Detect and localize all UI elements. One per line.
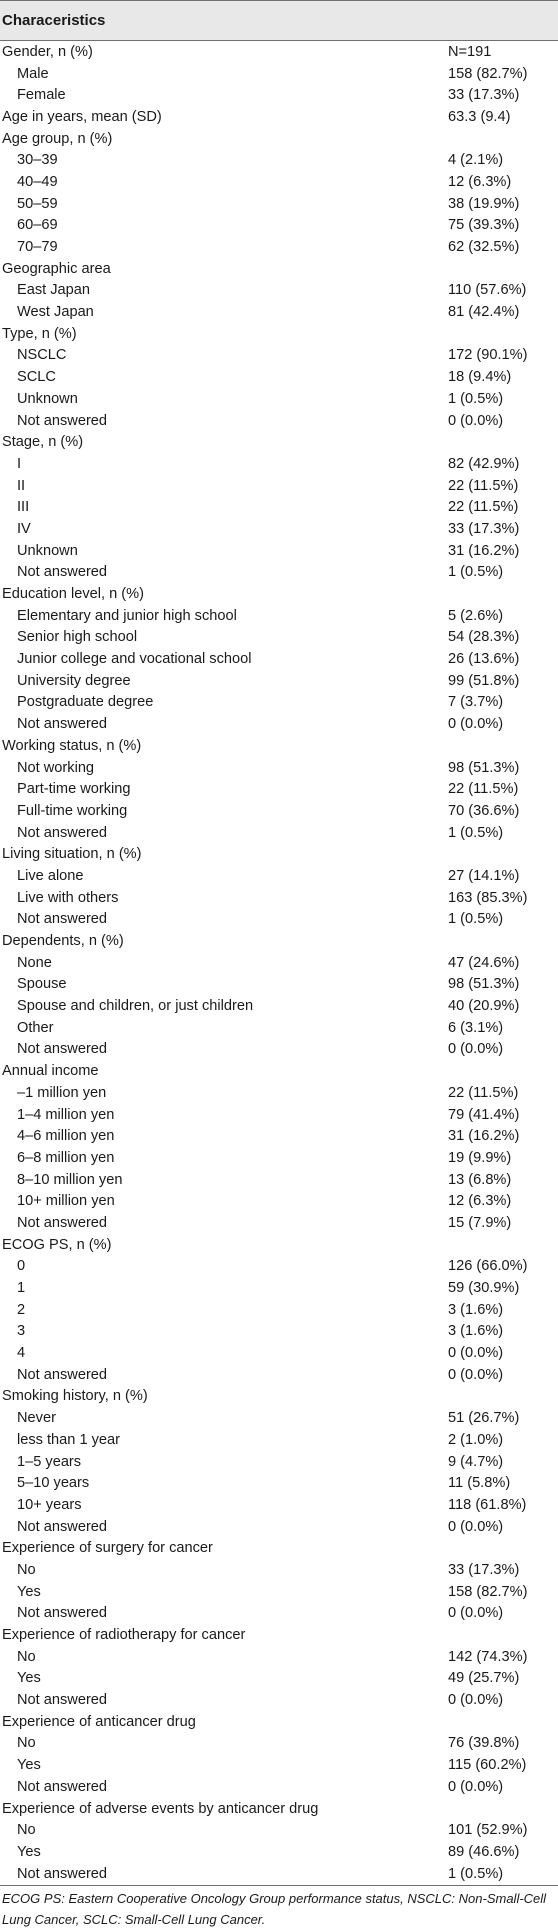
row-label: 0 [17, 1258, 26, 1275]
row-value: 27 (14.1%) [448, 867, 520, 884]
row-label: No [17, 1822, 36, 1839]
row-value: 115 (60.2%) [448, 1757, 527, 1774]
row-label: Gender, n (%) [2, 43, 93, 60]
row-label: Female [17, 87, 66, 104]
row-label: IV [17, 520, 31, 537]
row-value: N=191 [448, 43, 492, 60]
row-label: Experience of surgery for cancer [2, 1540, 213, 1557]
row-value: 31 (16.2%) [448, 542, 520, 559]
row-label: Experience of anticancer drug [2, 1713, 196, 1730]
table-row [0, 1147, 558, 1169]
row-value: 110 (57.6%) [448, 282, 527, 299]
row-value: 15 (7.9%) [448, 1214, 512, 1231]
row-label: 50–59 [17, 195, 58, 212]
row-label: Not answered [17, 1366, 108, 1383]
row-label: 40–49 [17, 173, 58, 190]
row-value: 18 (9.4%) [448, 369, 512, 386]
table-row [0, 1321, 558, 1343]
table-row [0, 1754, 558, 1776]
row-label: Unknown [17, 542, 78, 559]
row-value: 26 (13.6%) [448, 651, 520, 668]
row-label: Spouse [17, 976, 67, 993]
table-row [0, 1342, 558, 1364]
row-label: West Japan [17, 304, 94, 321]
row-value: 82 (42.9%) [448, 455, 520, 472]
table-row [0, 366, 558, 388]
row-value: 1 (0.5%) [448, 390, 504, 407]
row-label: 5–10 years [17, 1475, 90, 1492]
row-value: 49 (25.7%) [448, 1670, 520, 1687]
row-value: 31 (16.2%) [448, 1128, 520, 1145]
table-row [0, 453, 558, 475]
column-header-characteristics: Characeristics [2, 12, 106, 29]
table-row [0, 1082, 558, 1104]
row-label: Live alone [17, 867, 84, 884]
row-value: 118 (61.8%) [448, 1496, 527, 1513]
row-value: 11 (5.8%) [448, 1475, 511, 1492]
row-value: 51 (26.7%) [448, 1410, 520, 1427]
table-row [0, 1104, 558, 1126]
row-value: 99 (51.8%) [448, 672, 520, 689]
row-value: 0 (0.0%) [448, 716, 504, 733]
table-row [0, 865, 558, 887]
table-row [0, 648, 558, 670]
table-row [0, 778, 558, 800]
table-row-category [0, 258, 558, 280]
table-row [0, 1819, 558, 1841]
row-label: 8–10 million yen [17, 1171, 123, 1188]
table-row-category [0, 1537, 558, 1559]
row-label: 4–6 million yen [17, 1128, 115, 1145]
row-label: Age in years, mean (SD) [2, 108, 162, 125]
row-value: 47 (24.6%) [448, 954, 520, 971]
row-value: 33 (17.3%) [448, 1561, 520, 1578]
row-label: Spouse and children, or just children [17, 998, 254, 1015]
table-row [0, 1299, 558, 1321]
row-value: 98 (51.3%) [448, 976, 520, 993]
row-value: 63.3 (9.4) [448, 108, 511, 125]
row-value: 12 (6.3%) [448, 1193, 512, 1210]
row-label: 3 [17, 1323, 26, 1340]
row-label: Junior college and vocational school [17, 651, 252, 668]
row-value: 0 (0.0%) [448, 1778, 504, 1795]
row-value: 13 (6.8%) [448, 1171, 512, 1188]
row-label: Annual income [2, 1063, 99, 1080]
row-value: 1 (0.5%) [448, 564, 504, 581]
row-value: 0 (0.0%) [448, 1605, 504, 1622]
row-label: Unknown [17, 390, 78, 407]
row-label: No [17, 1648, 36, 1665]
row-value: 9 (4.7%) [448, 1453, 504, 1470]
table-row [0, 518, 558, 540]
table-row [0, 1472, 558, 1494]
table-row-category [0, 431, 558, 453]
row-value: 98 (51.3%) [448, 759, 520, 776]
row-label: Not answered [17, 564, 108, 581]
row-value: 126 (66.0%) [448, 1258, 528, 1275]
table-row-category [0, 583, 558, 605]
table-row [0, 1190, 558, 1212]
row-label: Living situation, n (%) [2, 846, 142, 863]
row-value: 172 (90.1%) [448, 347, 528, 364]
row-value: 59 (30.9%) [448, 1280, 520, 1297]
table-row-category [0, 930, 558, 952]
table-body [0, 41, 558, 1884]
row-label: 1 [17, 1280, 26, 1297]
table-row [0, 1559, 558, 1581]
row-label: Dependents, n (%) [2, 933, 124, 950]
table-row [0, 345, 558, 367]
row-value: 12 (6.3%) [448, 173, 512, 190]
row-value: 40 (20.9%) [448, 998, 520, 1015]
row-label: Live with others [17, 889, 119, 906]
row-label: Part-time working [17, 781, 131, 798]
row-value: 75 (39.3%) [448, 217, 520, 234]
row-label: 1–4 million yen [17, 1106, 115, 1123]
table-row [0, 1017, 558, 1039]
table-row-category [0, 128, 558, 150]
row-value: 22 (11.5%) [448, 1084, 519, 1101]
row-label: NSCLC [17, 347, 67, 364]
table-row [0, 475, 558, 497]
table-row [0, 1516, 558, 1538]
row-value: 158 (82.7%) [448, 65, 528, 82]
table-row [0, 171, 558, 193]
row-label: Elementary and junior high school [17, 607, 237, 624]
row-value: 0 (0.0%) [448, 1518, 504, 1535]
row-value: 19 (9.9%) [448, 1149, 512, 1166]
table-row [0, 757, 558, 779]
table-row [0, 1689, 558, 1711]
row-label: ECOG PS, n (%) [2, 1236, 112, 1253]
row-value: 101 (52.9%) [448, 1822, 528, 1839]
row-label: Postgraduate degree [17, 694, 154, 711]
row-value: 3 (1.6%) [448, 1323, 504, 1340]
row-label: Never [17, 1410, 56, 1427]
table-row [0, 496, 558, 518]
table-row [0, 1039, 558, 1061]
row-label: 4 [17, 1345, 26, 1362]
row-value: 6 (3.1%) [448, 1019, 504, 1036]
row-value: 7 (3.7%) [448, 694, 504, 711]
table-header [0, 0, 558, 41]
table-row-category [0, 1234, 558, 1256]
table-row-category [0, 843, 558, 865]
row-label: 2 [17, 1301, 26, 1318]
row-label: Not answered [17, 1865, 108, 1882]
row-label: Yes [17, 1670, 41, 1687]
row-label: 10+ million yen [17, 1193, 115, 1210]
row-label: Not answered [17, 1605, 108, 1622]
row-value: 1 (0.5%) [448, 911, 504, 928]
row-value: 22 (11.5%) [448, 499, 519, 516]
row-label: No [17, 1735, 36, 1752]
table-row [0, 1277, 558, 1299]
row-label: Not working [17, 759, 95, 776]
row-label: Senior high school [17, 629, 138, 646]
table-row [0, 1169, 558, 1191]
table-row [0, 149, 558, 171]
table-row [0, 1429, 558, 1451]
row-label: Yes [17, 1757, 41, 1774]
table-footnote: ECOG PS: Eastern Cooperative Oncology Group performance status, NSCLC: Non-Small-Cell Lung Cancer, SCLC: Small-Cell Lung Cancer. [2, 1891, 547, 1928]
table-row-category [0, 1798, 558, 1820]
row-label: Not answered [17, 1214, 108, 1231]
table-row-category [0, 1060, 558, 1082]
table-row [0, 1776, 558, 1798]
row-value: 0 (0.0%) [448, 1366, 504, 1383]
row-label: Not answered [17, 716, 108, 733]
row-label: Full-time working [17, 802, 128, 819]
row-value: 89 (46.6%) [448, 1843, 520, 1860]
table-row [0, 800, 558, 822]
table-row [0, 1125, 558, 1147]
table-row [0, 692, 558, 714]
table-row [0, 1603, 558, 1625]
row-value: 163 (85.3%) [448, 889, 528, 906]
table-row-category [0, 323, 558, 345]
row-label: 60–69 [17, 217, 58, 234]
row-label: No [17, 1561, 36, 1578]
table-row-category [0, 1386, 558, 1408]
table-row [0, 887, 558, 909]
table-row [0, 388, 558, 410]
row-label: 6–8 million yen [17, 1149, 115, 1166]
table-row [0, 822, 558, 844]
table-row [0, 236, 558, 258]
row-label: Male [17, 65, 49, 82]
table-row [0, 562, 558, 584]
row-label: II [17, 477, 26, 494]
table-row [0, 605, 558, 627]
table-row-category [0, 1624, 558, 1646]
row-label: Not answered [17, 1778, 108, 1795]
row-label: Not answered [17, 1041, 108, 1058]
row-value: 0 (0.0%) [448, 1041, 504, 1058]
table-row [0, 1646, 558, 1668]
table-row [0, 193, 558, 215]
row-value: 5 (2.6%) [448, 607, 504, 624]
table-row [0, 627, 558, 649]
table-row [0, 1256, 558, 1278]
table-row [0, 995, 558, 1017]
row-label: Yes [17, 1583, 41, 1600]
row-value: 33 (17.3%) [448, 87, 520, 104]
row-value: 1 (0.5%) [448, 824, 504, 841]
table-row [0, 1364, 558, 1386]
table-row [0, 909, 558, 931]
row-value: 81 (42.4%) [448, 304, 520, 321]
row-value: 79 (41.4%) [448, 1106, 520, 1123]
row-value: 1 (0.5%) [448, 1865, 504, 1882]
table-row [0, 301, 558, 323]
row-label: 70–79 [17, 239, 58, 256]
row-value: 22 (11.5%) [448, 477, 519, 494]
row-value: 4 (2.1%) [448, 152, 504, 169]
table-row [0, 1733, 558, 1755]
row-label: Smoking history, n (%) [2, 1388, 148, 1405]
row-label: Other [17, 1019, 54, 1036]
row-value: 38 (19.9%) [448, 195, 520, 212]
row-label: Geographic area [2, 260, 111, 277]
row-label: Not answered [17, 911, 108, 928]
row-value: 158 (82.7%) [448, 1583, 528, 1600]
row-label: Experience of radiotherapy for cancer [2, 1627, 246, 1644]
table-row [0, 280, 558, 302]
row-value: 70 (36.6%) [448, 802, 520, 819]
row-value: 76 (39.8%) [448, 1735, 520, 1752]
row-value: 3 (1.6%) [448, 1301, 504, 1318]
row-label: Yes [17, 1843, 41, 1860]
row-label: Not answered [17, 412, 108, 429]
row-label: Age group, n (%) [2, 130, 113, 147]
row-label: Working status, n (%) [2, 737, 142, 754]
row-value: 0 (0.0%) [448, 412, 504, 429]
row-label: Type, n (%) [2, 325, 77, 342]
table-row [0, 410, 558, 432]
row-label: Stage, n (%) [2, 434, 84, 451]
row-label: Not answered [17, 1692, 108, 1709]
row-value: 142 (74.3%) [448, 1648, 528, 1665]
table-row [0, 215, 558, 237]
row-label: –1 million yen [17, 1084, 107, 1101]
table-row [0, 670, 558, 692]
row-label: Not answered [17, 824, 108, 841]
row-value: 33 (17.3%) [448, 520, 520, 537]
row-label: SCLC [17, 369, 56, 386]
row-label: III [17, 499, 30, 516]
row-value: 54 (28.3%) [448, 629, 520, 646]
row-value: 2 (1.0%) [448, 1431, 504, 1448]
row-value: 0 (0.0%) [448, 1692, 504, 1709]
table-row [0, 1494, 558, 1516]
table-row [0, 1668, 558, 1690]
row-label: East Japan [17, 282, 91, 299]
row-label: Education level, n (%) [2, 586, 144, 603]
row-label: I [17, 455, 22, 472]
table-row [0, 540, 558, 562]
table-row [0, 84, 558, 106]
table-row [0, 1212, 558, 1234]
row-label: None [17, 954, 52, 971]
table-row-category [0, 106, 558, 128]
row-label: 30–39 [17, 152, 58, 169]
row-value: 0 (0.0%) [448, 1345, 504, 1362]
row-label: University degree [17, 672, 131, 689]
row-value: 62 (32.5%) [448, 239, 520, 256]
table-row [0, 63, 558, 85]
row-value: 22 (11.5%) [448, 781, 519, 798]
table-row [0, 1451, 558, 1473]
table-row-category [0, 1711, 558, 1733]
row-label: 1–5 years [17, 1453, 82, 1470]
table-row-category [0, 735, 558, 757]
table-row [0, 1407, 558, 1429]
table-row [0, 974, 558, 996]
row-label: 10+ years [17, 1496, 82, 1513]
row-label: less than 1 year [17, 1431, 121, 1448]
table-row-category [0, 41, 558, 63]
table-row [0, 1581, 558, 1603]
row-label: Experience of adverse events by anticancer drug [2, 1800, 319, 1817]
table-row [0, 1863, 558, 1885]
row-label: Not answered [17, 1518, 108, 1535]
table-row [0, 713, 558, 735]
table-row [0, 952, 558, 974]
table-row [0, 1841, 558, 1863]
